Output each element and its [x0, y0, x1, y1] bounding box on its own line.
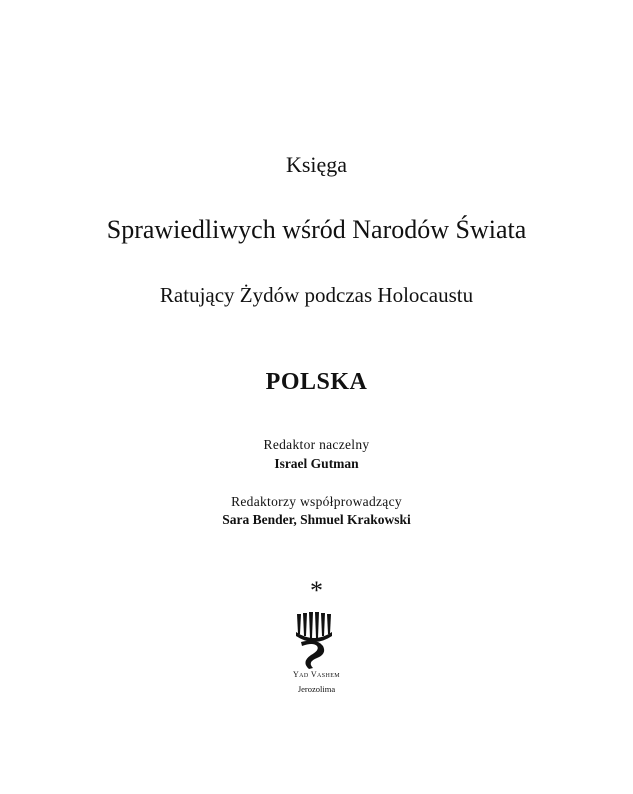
publisher-name: Yad Vashem: [292, 670, 341, 679]
co-editors-role: Redaktorzy współprowadzący: [231, 494, 402, 509]
book-title: Sprawiedliwych wśród Narodów Świata: [106, 215, 527, 244]
menorah-logo-icon: [293, 612, 335, 670]
country-heading: POLSKA: [265, 369, 368, 395]
chief-editor-name: Israel Gutman: [274, 456, 359, 471]
book-label: Księga: [285, 152, 348, 177]
ornament-asterisk: *: [310, 576, 323, 605]
co-editors-names: Sara Bender, Shmuel Krakowski: [222, 512, 411, 527]
book-subtitle: Ratujący Żydów podczas Holocaustu: [159, 283, 474, 307]
publisher-city: Jerozolima: [297, 684, 336, 694]
chief-editor-role: Redaktor naczelny: [263, 437, 370, 452]
